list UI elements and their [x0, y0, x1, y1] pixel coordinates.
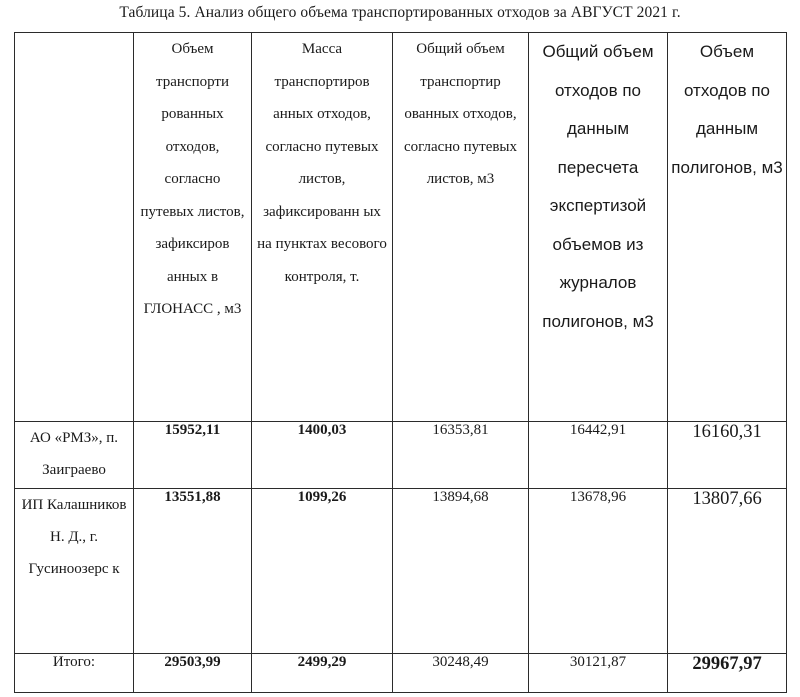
cell-polygon-volume: 16160,31: [668, 422, 787, 489]
header-polygon-volume: Объем отходов по данным полигонов, м3: [668, 33, 787, 422]
cell-expert-volume: 13678,96: [529, 489, 668, 654]
table-header-row: [15, 33, 787, 422]
cell-total-volume: 30248,49: [393, 654, 529, 693]
cell-total-volume: 16353,81: [393, 422, 529, 489]
waste-volume-table: [14, 32, 787, 693]
table-caption: Таблица 5. Анализ общего объема транспортированных отходов за АВГУСТ 2021 г.: [119, 4, 681, 21]
header-expert-recalculated-volume: Общий объем отходов по данным пересчета экспертизой объемов из журналов полигонов, м3: [529, 33, 668, 422]
cell-expert-volume: 30121,87: [529, 654, 668, 693]
cell-polygon-volume: 13807,66: [668, 489, 787, 654]
row-name: АО «РМЗ», п. Заиграево: [15, 422, 134, 489]
header-weighed-mass: Масса транспортиров анных отходов, согласно путевых листов, зафиксированн ых на пунктах весового контроля, т.: [252, 33, 393, 422]
cell-glonass-volume: 29503,99: [134, 654, 252, 693]
header-total-transported-volume: Общий объем транспортир ованных отходов, согласно путевых листов, м3: [393, 33, 529, 422]
cell-glonass-volume: 15952,11: [134, 422, 252, 489]
table-total-row: [15, 654, 787, 693]
cell-weighed-mass: 1099,26: [252, 489, 393, 654]
header-cell-empty: [15, 33, 134, 422]
cell-weighed-mass: 1400,03: [252, 422, 393, 489]
cell-expert-volume: 16442,91: [529, 422, 668, 489]
cell-weighed-mass: 2499,29: [252, 654, 393, 693]
cell-glonass-volume: 13551,88: [134, 489, 252, 654]
row-name: Итого:: [15, 654, 134, 693]
cell-total-volume: 13894,68: [393, 489, 529, 654]
cell-polygon-volume: 29967,97: [668, 654, 787, 693]
row-name: ИП Калашников Н. Д., г. Гусиноозерс к: [15, 489, 134, 654]
table-row: [15, 422, 787, 489]
header-glonass-volume: Объем транспорти рованных отходов, согласно путевых листов, зафиксиров анных в ГЛОНАСС , м3: [134, 33, 252, 422]
table-row: [15, 489, 787, 654]
